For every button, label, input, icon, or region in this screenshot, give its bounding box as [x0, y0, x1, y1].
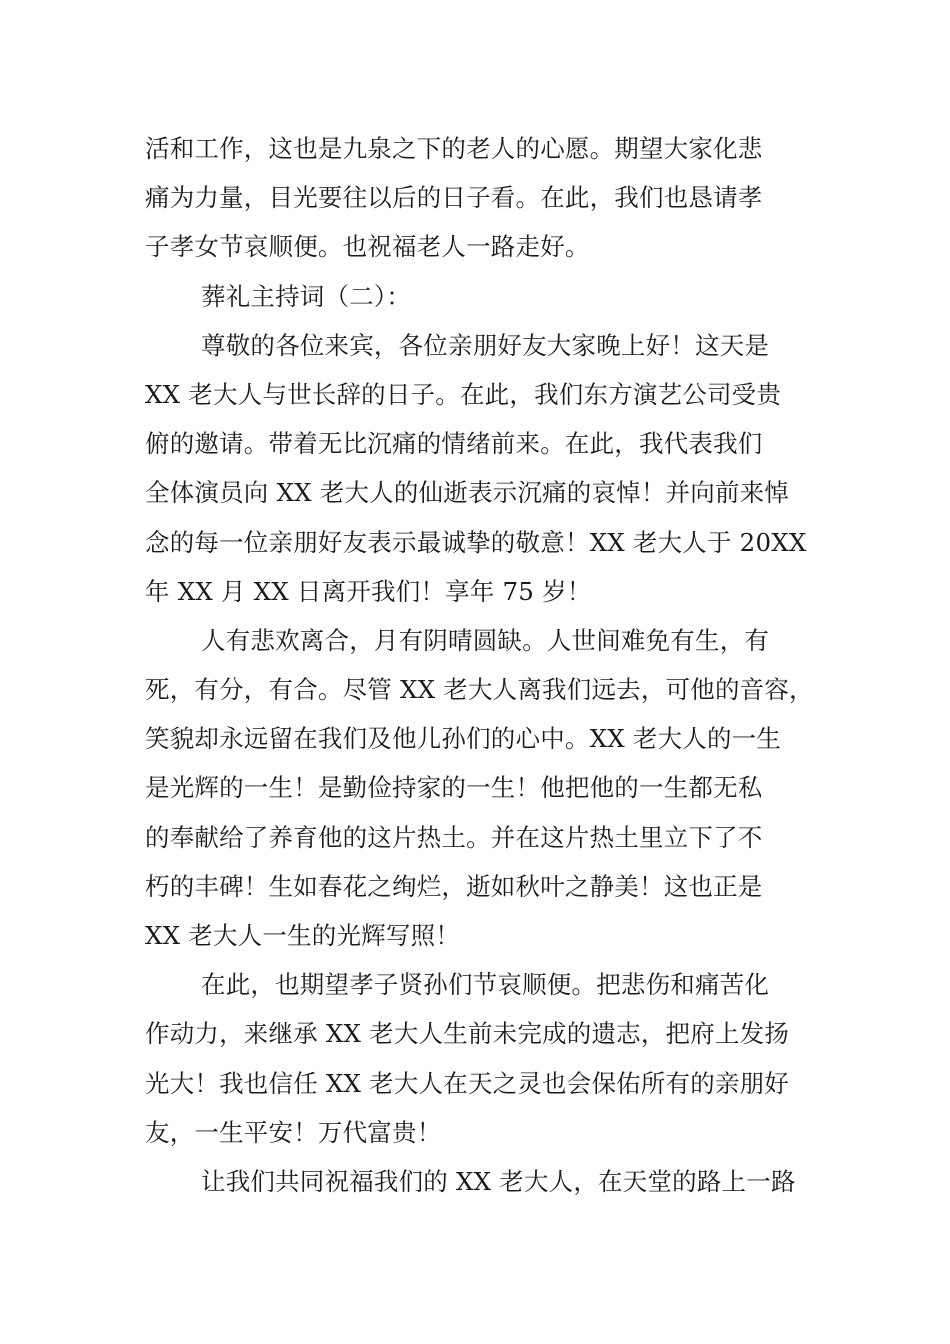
- text-line: 人有悲欢离合，月有阴晴圆缺。人世间难免有生，有: [201, 625, 770, 655]
- text-line: 笑貌却永远留在我们及他儿孙们的心中。XX 老大人的一生: [145, 724, 782, 754]
- text-line: XX 老大人与世长辞的日子。在此，我们东方演艺公司受贵: [145, 379, 782, 409]
- text-line: 年 XX 月 XX 日离开我们！享年 75 岁！: [145, 576, 592, 606]
- text-line: 子孝女节哀顺便。也祝福老人一路走好。: [145, 232, 590, 262]
- text-line: 朽的丰碑！生如春花之绚烂，逝如秋叶之静美！这也正是: [145, 871, 763, 901]
- text-line: 活和工作，这也是九泉之下的老人的心愿。期望大家化悲: [145, 134, 763, 163]
- text-line: 光大！我也信任 XX 老大人在天之灵也会保佑所有的亲朋好: [145, 1068, 790, 1098]
- section-heading: 葬礼主持词（二）：: [201, 281, 412, 311]
- text-line: XX 老大人一生的光辉写照！: [145, 921, 460, 950]
- text-line: 全体演员向 XX 老大人的仙逝表示沉痛的哀悼！并向前来悼: [145, 478, 790, 508]
- text-line: 尊敬的各位来宾，各位亲朋好友大家晚上好！这天是: [201, 330, 770, 360]
- text-line: 俯的邀请。带着无比沉痛的情绪前来。在此，我代表我们: [145, 429, 763, 459]
- text-line: 作动力，来继承 XX 老大人生前未完成的遗志，把府上发扬: [145, 1019, 790, 1049]
- text-line: 让我们共同祝福我们的 XX 老大人，在天堂的路上一路: [201, 1166, 796, 1196]
- text-line: 痛为力量，目光要往以后的日子看。在此，我们也恳请孝: [145, 183, 763, 213]
- document-body: [145, 124, 835, 1206]
- text-line: 的奉献给了养育他的这片热土。并在这片热土里立下了不: [145, 822, 763, 852]
- text-line: 念的每一位亲朋好友表示最诚挚的敬意！XX 老大人于 20XX: [145, 527, 807, 557]
- text-line: 是光辉的一生！是勤俭持家的一生！他把他的一生都无私: [145, 773, 763, 803]
- text-line: 在此，也期望孝子贤孙们节哀顺便。把悲伤和痛苦化: [201, 970, 770, 1000]
- text-line: 友，一生平安！万代富贵！: [145, 1117, 442, 1147]
- text-line: 死，有分，有合。尽管 XX 老大人离我们远去，可他的音容，: [145, 675, 814, 705]
